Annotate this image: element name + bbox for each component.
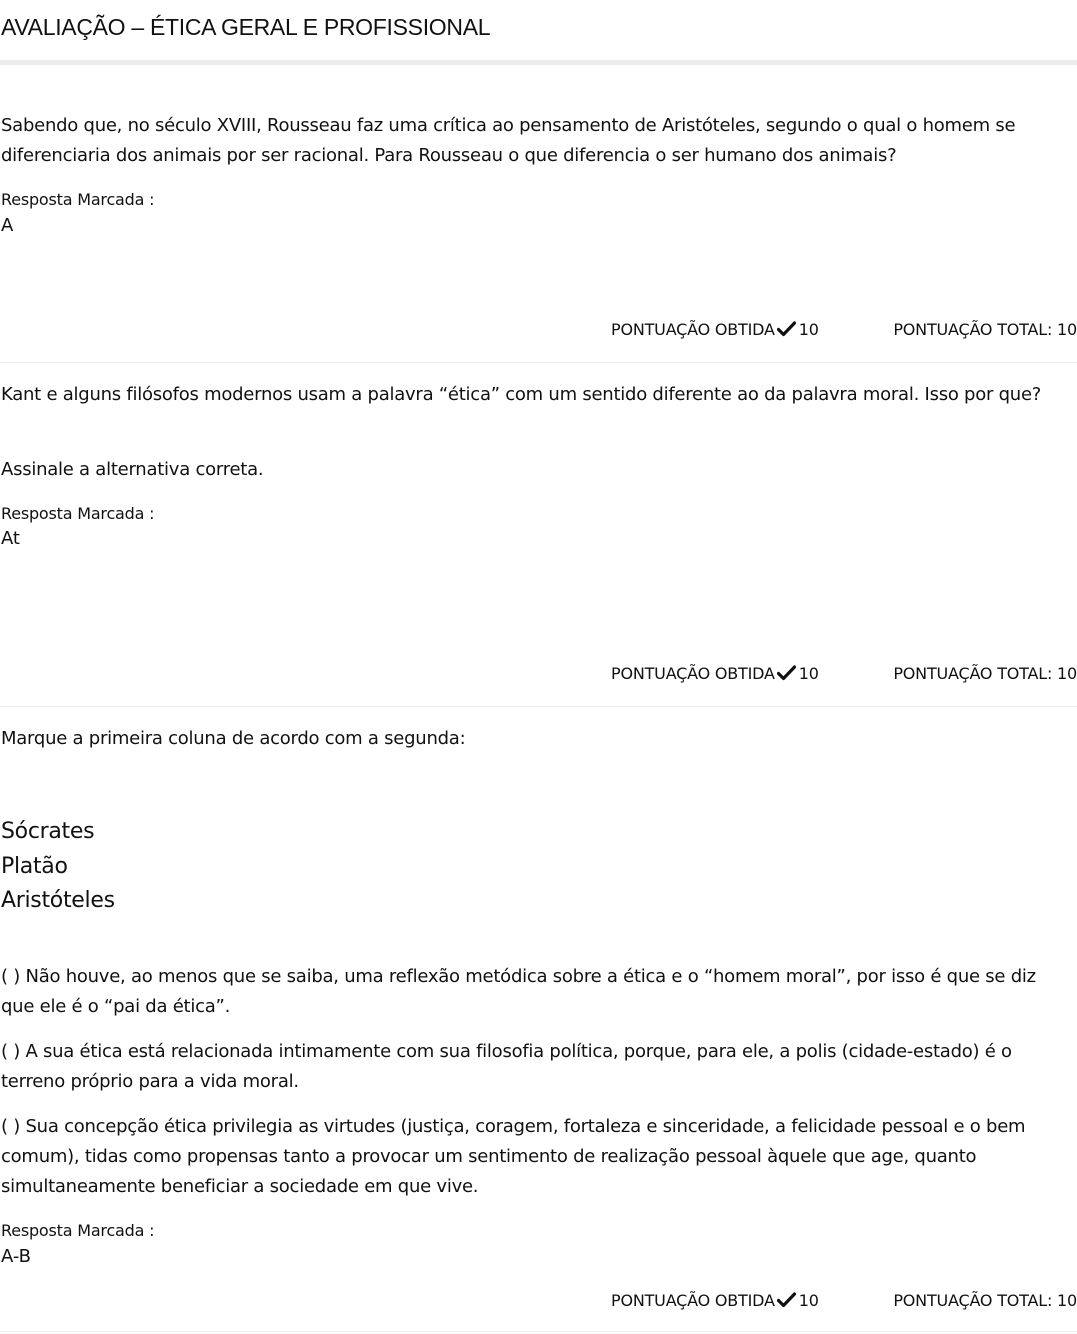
name-item: Sócrates	[1, 819, 95, 844]
score-obtained-value: 10	[798, 664, 819, 683]
question-1-answer-value: A	[1, 215, 14, 236]
question-3-statement-3: ( ) Sua concepção ética privilegia as virtudes (justiça, coragem, fortaleza e sinceridade, a felicidade pessoal e o bem comum), tidas como propensas tanto a provocar um sentimento de realização pessoal àquele que age, quanto simultaneamente beneficiar a sociedade em que vive.	[1, 1116, 1026, 1197]
question-3-score-total: PONTUAÇÃO TOTAL: 10	[893, 1291, 1077, 1310]
question-1-score-row	[0, 320, 1077, 344]
question-divider	[0, 1331, 1077, 1332]
name-item: Aristóteles	[1, 888, 115, 913]
header-divider	[0, 60, 1077, 65]
question-divider	[0, 362, 1077, 363]
check-icon	[777, 1292, 796, 1308]
check-icon	[777, 665, 796, 681]
question-3-names-column	[1, 815, 115, 919]
question-3-statement-2: ( ) A sua ética está relacionada intimamente com sua filosofia política, porque, para ele, a polis (cidade-estado) é o terreno próprio para a vida moral.	[1, 1041, 1012, 1092]
check-icon	[777, 321, 796, 337]
score-obtained-label: PONTUAÇÃO OBTIDA	[611, 320, 775, 339]
question-2-score-row	[0, 664, 1077, 688]
score-obtained-label: PONTUAÇÃO OBTIDA	[611, 1291, 775, 1310]
name-item: Platão	[1, 853, 68, 879]
question-2-answer-label: Resposta Marcada :	[1, 504, 155, 523]
question-1-score-total: PONTUAÇÃO TOTAL: 10	[893, 320, 1077, 339]
question-3-statement-1: ( ) Não houve, ao menos que se saiba, uma reflexão metódica sobre a ética e o “homem moral”, por isso é que se diz que ele é o “pai da ética”.	[1, 966, 1036, 1017]
question-2-text: Kant e alguns filósofos modernos usam a palavra “ética” com um sentido diferente ao da palavra moral. Isso por que?	[1, 384, 1042, 405]
question-2-score-total: PONTUAÇÃO TOTAL: 10	[893, 664, 1077, 683]
score-obtained-value: 10	[798, 1291, 819, 1310]
question-1-score-obtained	[611, 320, 819, 339]
question-1-answer-label: Resposta Marcada :	[1, 190, 155, 209]
question-3-score-obtained	[611, 1291, 819, 1310]
question-1-text: Sabendo que, no século XVIII, Rousseau faz uma crítica ao pensamento de Aristóteles, segundo o qual o homem se diferenciaria dos animais por ser racional. Para Rousseau o que diferencia o ser humano dos animais?	[1, 115, 1016, 166]
question-divider	[0, 706, 1077, 707]
question-2-answer-value: At	[1, 528, 20, 549]
page-title: AVALIAÇÃO – ÉTICA GERAL E PROFISSIONAL	[1, 14, 491, 40]
question-3-text: Marque a primeira coluna de acordo com a segunda:	[1, 728, 466, 749]
question-2-instruction: Assinale a alternativa correta.	[1, 459, 264, 480]
question-3-answer-value: A-B	[1, 1246, 31, 1267]
score-obtained-label: PONTUAÇÃO OBTIDA	[611, 664, 775, 683]
question-3-answer-label: Resposta Marcada :	[1, 1221, 155, 1240]
question-3-score-row	[0, 1291, 1077, 1315]
question-2-score-obtained	[611, 664, 819, 683]
score-obtained-value: 10	[798, 320, 819, 339]
